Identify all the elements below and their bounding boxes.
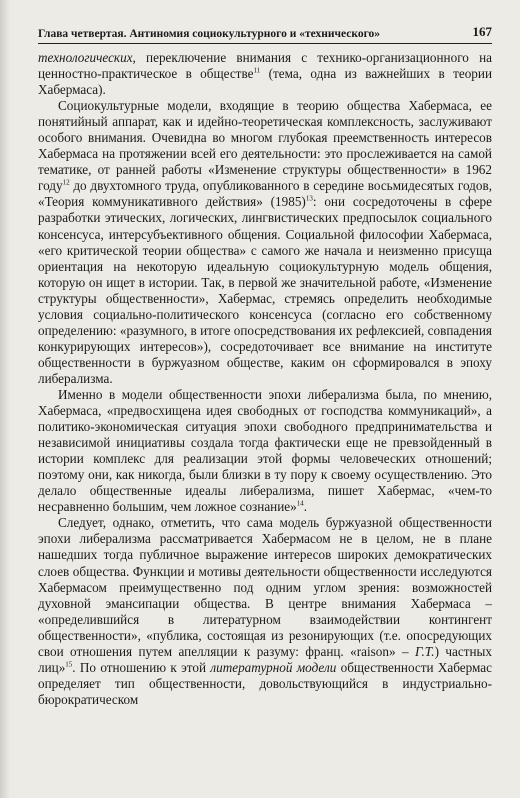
italic-text: литературной модели <box>210 659 337 675</box>
text-run: ) частных лиц» <box>38 643 492 675</box>
footnote-marker: 15 <box>65 660 73 669</box>
text-run: , переключение внимания с технико-организационного на ценностно-практическое в обществе <box>38 50 492 82</box>
text-run: до двухтомного труда, опубликованного в середине восьмидесятых годов, «Теория коммуникативного действия» (1985) <box>38 178 492 210</box>
text-run: Социокультурные модели, входящие в теорию общества Хабермаса, ее понятийный аппарат, как и идейно-теоретическая комплексность, заслуживают особого внимания. Очевидна во многом глубокая преемственность интересов Хабермаса на протяжении всей его деятельности: это прослеживается на самой тематике, от ранней работы «Изменение структуры общественности» в 1962 году <box>38 98 492 194</box>
text-run: Именно в модели общественности эпохи либерализма была, по мнению, Хабермаса, «предвосхищена идея свободных от господства коммуникаций», а политико-экономическая ситуация эпохи свободного предпринимательства и независимой инициативы создала тогда фактически еще не превзойденный в истории комплекс для реализации этой формы человеческих отношений; поэтому они, как никогда, были близки в ту пору к своему осуществлению. Это делало общественные идеалы либерализма, пишет Хабермас, «чем-то несравненно большим, чем ложное сознание» <box>38 386 492 515</box>
body-text <box>38 50 492 708</box>
italic-text: технологических <box>38 50 133 65</box>
text-run: общественности Хабермас определяет тип общественности, довольствующийся в индустриально-бюрократическом <box>38 659 492 707</box>
paragraph-2 <box>38 98 492 387</box>
text-run: (тема, одна из важнейших в теории Хабермаса). <box>38 66 492 98</box>
italic-text: Г.Т. <box>414 643 435 659</box>
footnote-marker: 14 <box>296 499 304 508</box>
running-title: Глава четвертая. Антиномия социокультурного и «технического» <box>38 28 381 40</box>
paragraph-4 <box>38 515 492 708</box>
running-header <box>38 24 492 44</box>
text-run: . По отношению к этой <box>72 659 211 675</box>
paragraph-1 <box>38 50 492 98</box>
footnote-marker: 12 <box>62 178 70 187</box>
text-run: Следует, однако, отметить, что сама модель буржуазной общественности эпохи либерализма рассматривается Хабермасом не в целом, не в плане нашедших тогда публичное выражение интересов широких демократических слоев общества. Функции и мотивы деятельности общественности исследуются Хабермасом преимущественно под одним углом зрения: возможностей духовной эмансипации общества. В центре внимания Хабермаса – «определившийся в литературном взаимодействии контингент общественности», «публика, состоящая из резонирующих (т.е. опосредующих свои отношения путем апелляции к разуму: франц. «raison» – <box>38 515 492 659</box>
footnote-marker: 11 <box>253 66 261 75</box>
paragraph-3 <box>38 387 492 515</box>
page-number: 167 <box>472 24 492 39</box>
text-run: . <box>303 499 308 515</box>
text-run: : они сосредоточены в сфере разработки этических, логических, лингвистических предпосылок социального консенсуса, интерсубъективного общения. Социальной философии Хабермаса, «его критической теории общества» с самого же начала и неизменно присуща ориентация на некоторую идеальную социокультурную модель общения, которую он ищет в истории. Так, в первой же значительной работе, «Изменение структуры общественности», Хабермас, стремясь определить необходимые условия социально-политического консенсуса (согласно его собственному определению: «разумного, в итоге опосредствования их рефлексией, совпадения конкурирующих интересов»), сосредоточивает все внимание на институте общественности в буржуазном обществе, каким он сформировался в эпоху либерализма. <box>38 194 492 386</box>
footnote-marker: 13 <box>305 195 313 204</box>
